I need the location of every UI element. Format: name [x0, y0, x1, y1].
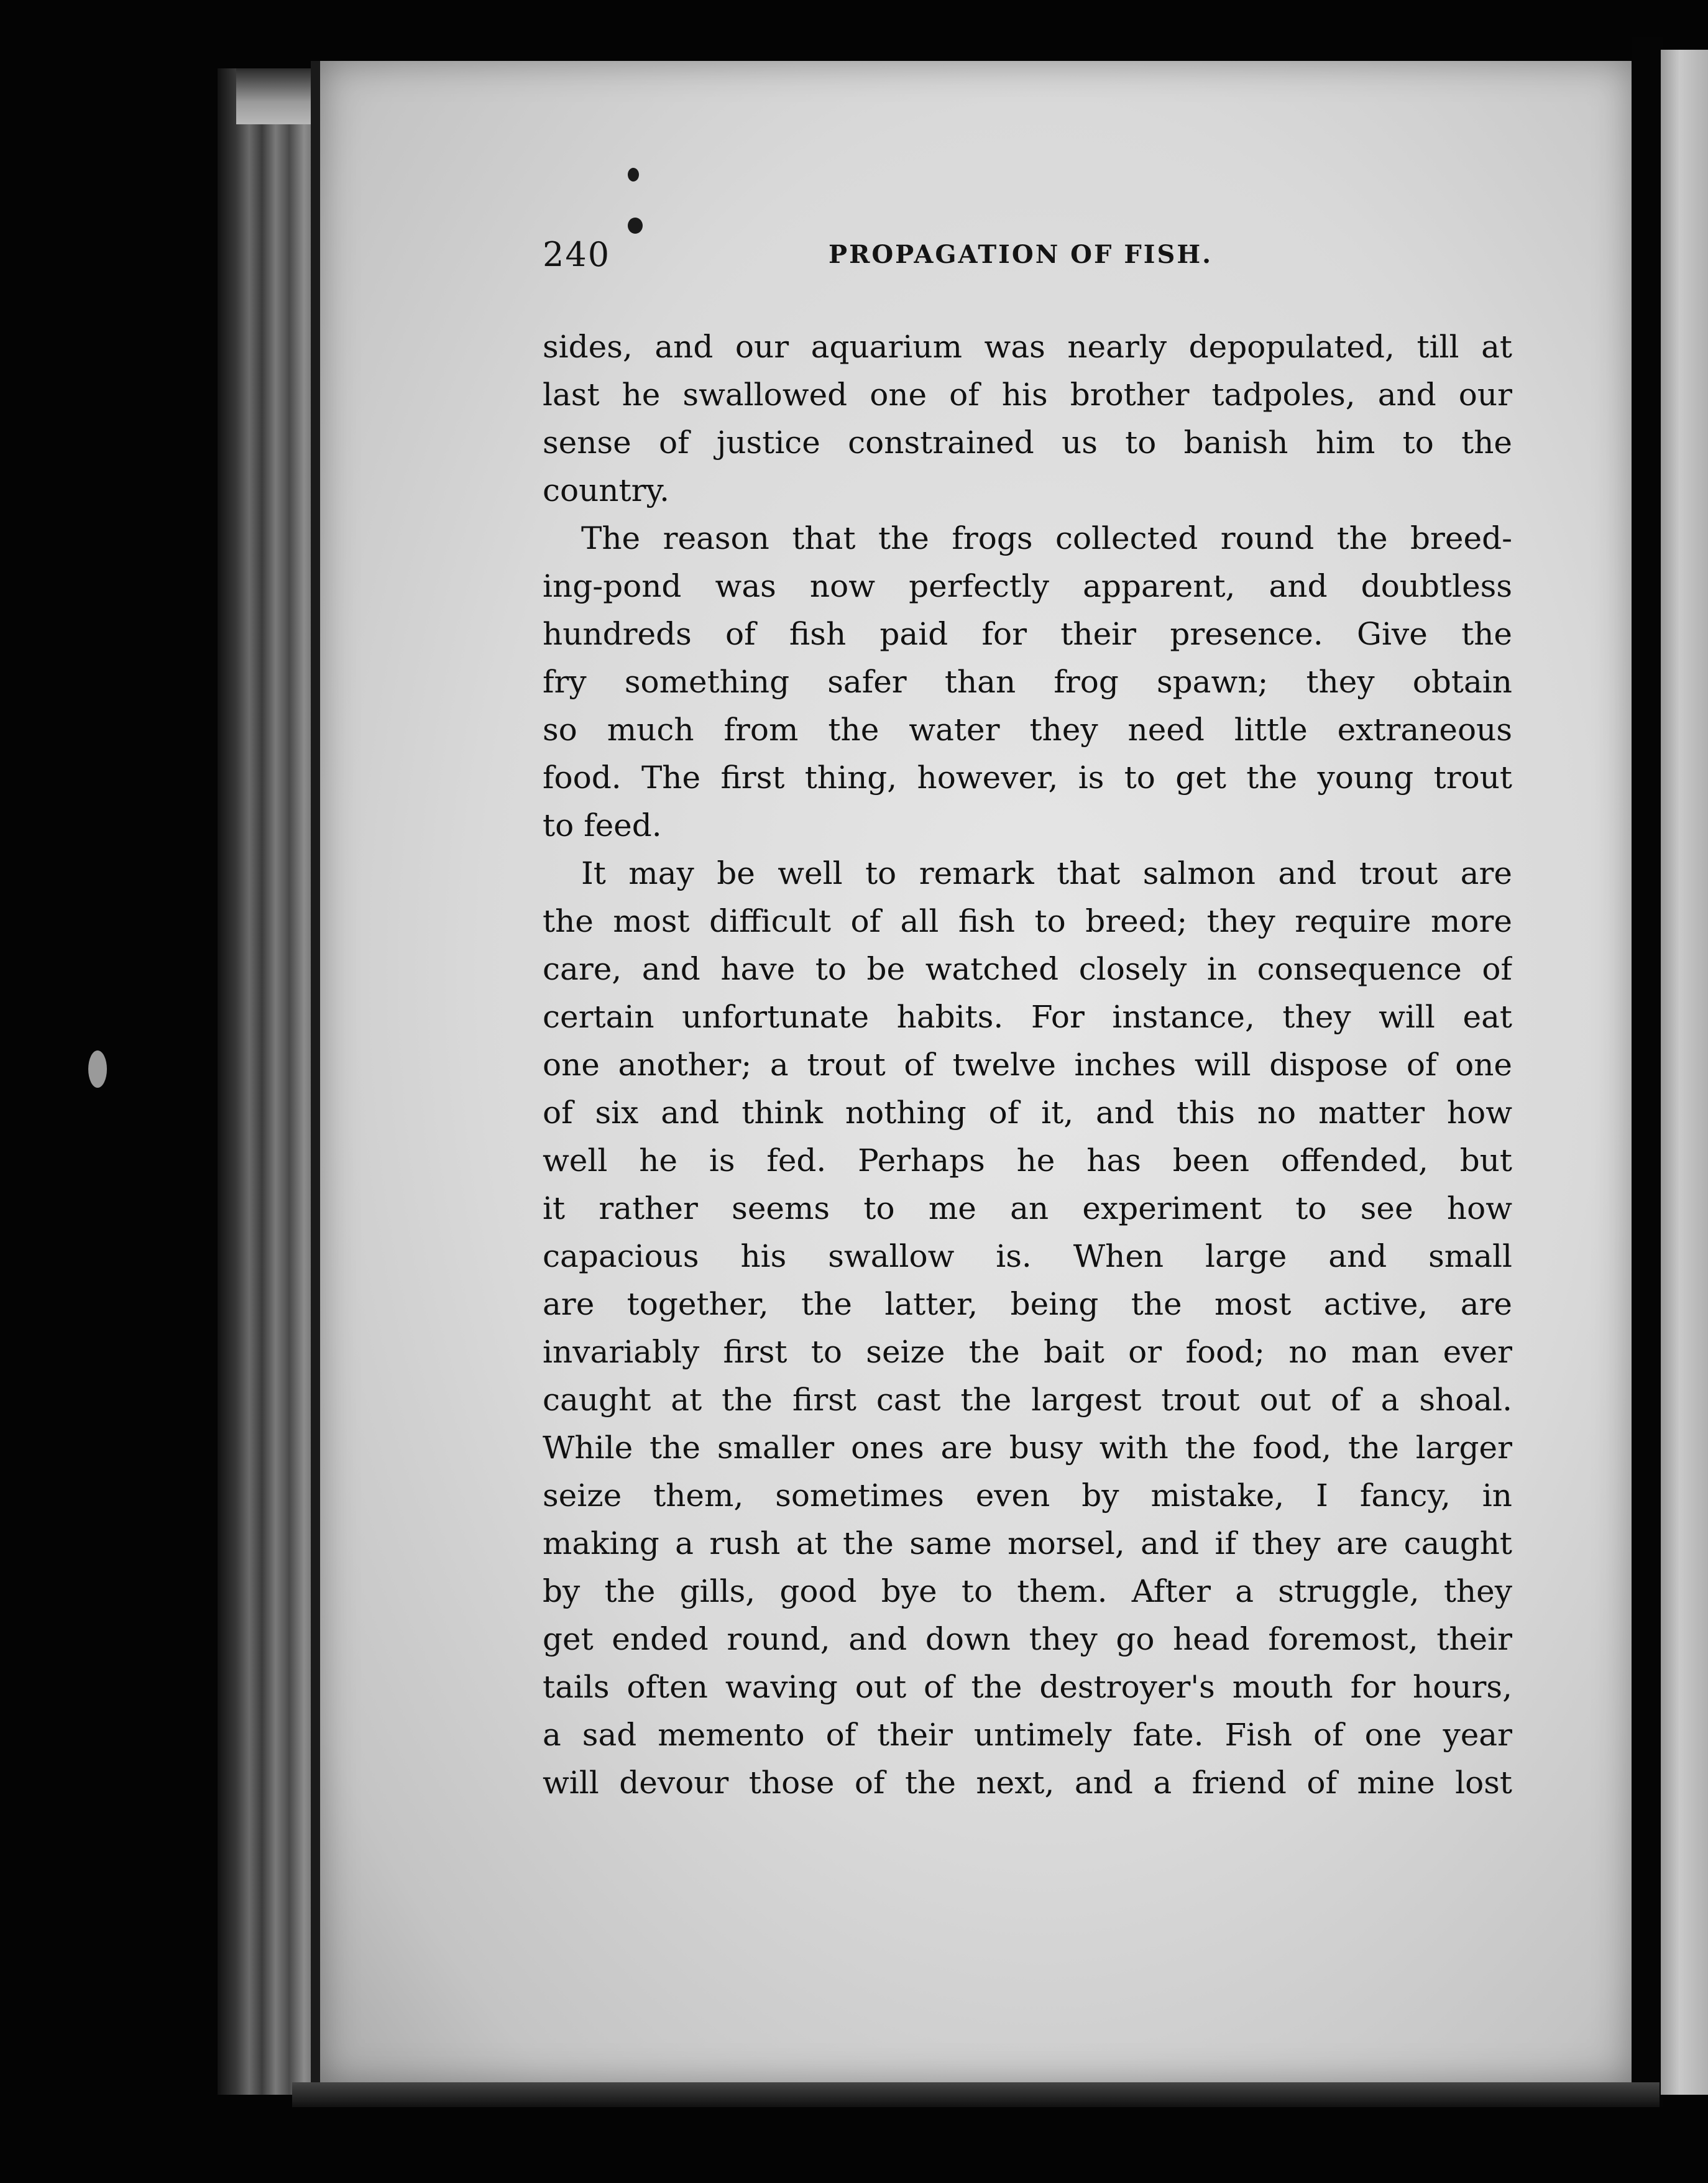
text-line: sides, and our aquarium was nearly depopulated, till at [543, 329, 1512, 365]
text-line: certain unfortunate habits. For instance, they will eat [543, 999, 1512, 1035]
text-line: fry something safer than frog spawn; they obtain [543, 664, 1512, 700]
body-text [543, 323, 1512, 1807]
text-line: a sad memento of their untimely fate. Fish of one year [543, 1717, 1512, 1753]
scan-speck [628, 168, 639, 182]
text-line: making a rush at the same morsel, and if they are caught [543, 1525, 1512, 1561]
page-number: 240 [543, 235, 611, 274]
text-line: invariably first to seize the bait or food; no man ever [543, 1334, 1512, 1370]
text-line: sense of justice constrained us to banish him to the [543, 425, 1512, 461]
text-line: by the gills, good bye to them. After a struggle, they [543, 1573, 1512, 1609]
text-line: are together, the latter, being the most active, are [543, 1286, 1512, 1322]
text-line: capacious his swallow is. When large and small [543, 1238, 1512, 1274]
text-line: it rather seems to me an experiment to see how [543, 1190, 1512, 1226]
scan-speck [88, 1050, 107, 1088]
text-line: one another; a trout of twelve inches will dispose of one [543, 1047, 1512, 1083]
text-line: tails often waving out of the destroyer's mouth for hours, [543, 1669, 1512, 1705]
text-line: well he is fed. Perhaps he has been offended, but [543, 1142, 1512, 1179]
text-line: The reason that the frogs collected round the breed- [581, 520, 1512, 556]
text-line: the most difficult of all fish to breed; they require more [543, 903, 1512, 939]
text-line: ing-pond was now perfectly apparent, and doubtless [543, 568, 1512, 604]
text-line: country. [543, 472, 670, 508]
scan-speck [628, 218, 643, 234]
text-line: While the smaller ones are busy with the food, the larger [543, 1430, 1512, 1466]
text-line: caught at the first cast the largest trout out of a shoal. [543, 1382, 1512, 1418]
text-line: care, and have to be watched closely in consequence of [543, 951, 1512, 987]
text-line: It may be well to remark that salmon and trout are [581, 855, 1512, 891]
text-line: so much from the water they need little extraneous [543, 712, 1512, 748]
running-head: PROPAGATION OF FISH. [829, 240, 1213, 269]
text-line: food. The first thing, however, is to get the young trout [543, 760, 1512, 796]
right-gutter [1632, 37, 1663, 2107]
text-line: to feed. [543, 807, 662, 843]
bottom-shadow [292, 2082, 1660, 2107]
text-line: of six and think nothing of it, and this no matter how [543, 1095, 1512, 1131]
text-line: get ended round, and down they go head foremost, their [543, 1621, 1512, 1657]
text-line: hundreds of fish paid for their presence. Give the [543, 616, 1512, 652]
text-line: seize them, sometimes even by mistake, I fancy, in [543, 1478, 1512, 1514]
page-header [543, 235, 1213, 278]
text-line: last he swallowed one of his brother tadpoles, and our [543, 377, 1512, 413]
book-page-edges [218, 68, 323, 2095]
adjacent-page-edge [1661, 50, 1708, 2095]
text-line: will devour those of the next, and a friend of mine lost [543, 1765, 1512, 1801]
